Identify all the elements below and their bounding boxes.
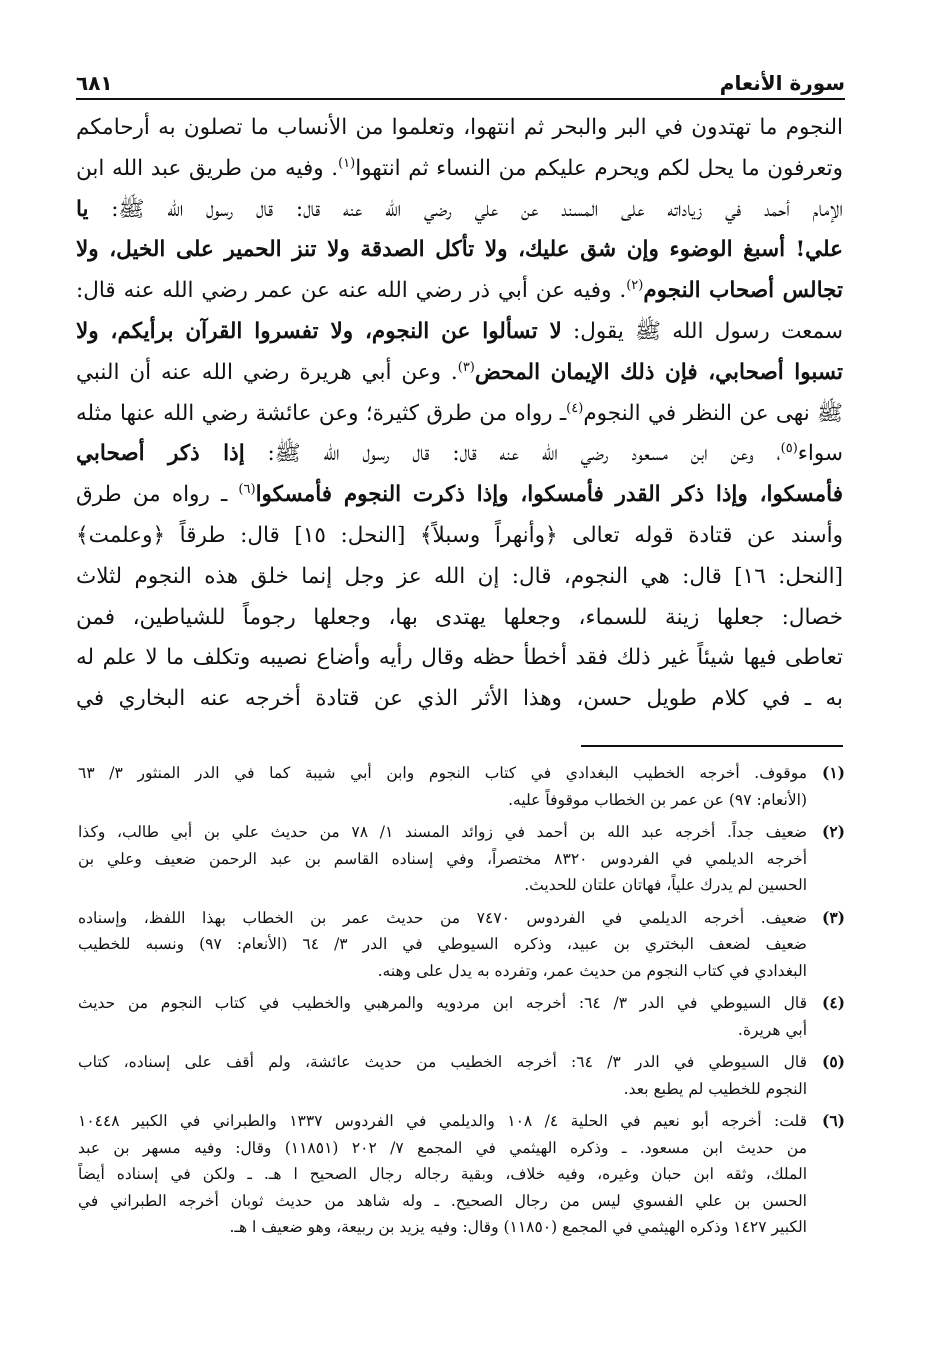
footnote-line: قال السيوطي في الدر ٣/ ٦٤: أخرجه الخطيب من حديث عائشة، ولم أقف على إسناده، كتاب bbox=[78, 1053, 807, 1071]
footnote-ref[interactable]: (٥) bbox=[780, 441, 798, 457]
footnote-ref[interactable]: (١) bbox=[338, 155, 356, 171]
body-line bbox=[76, 679, 843, 720]
surah-title: سورة الأنعام bbox=[719, 71, 845, 95]
footnote-line: (الأنعام: ٩٧) عن عمر بن الخطاب موقوفاً عليه. bbox=[508, 790, 807, 809]
body-line bbox=[76, 108, 843, 149]
footnote-line: من حديث ابن مسعود. ـ وذكره الهيثمي في المجمع ٧/ ٢٠٢ (١١٨٥١) وقال: وفيه مسهر بن عبد bbox=[78, 1138, 807, 1157]
body-line bbox=[76, 434, 843, 475]
body-line bbox=[76, 516, 843, 557]
footnote-text bbox=[78, 1049, 807, 1102]
footnote-line: قلت: أخرجه أبو نعيم في الحلية ٤/ ١٠٨ والديلمي في الفردوس ١٣٣٧ والطبراني في الكبير ١٠٤٤٨ bbox=[78, 1112, 807, 1130]
main-text bbox=[76, 108, 843, 720]
footnote-number: (٦) bbox=[821, 1111, 845, 1130]
footnote-line: ضعيف جداً. أخرجه عبد الله بن أحمد في زوائد المسند ١/ ٧٨ من حديث علي بن أبي طالب، وكذا bbox=[78, 823, 807, 841]
body-text-segment: تعاطى فيها شيئاً غير ذلك فقد أخطأ حظه وقال رأيه وأضاع نصيبه وتكلف ما لا علم له bbox=[76, 645, 843, 671]
footnote-ref[interactable]: (٦) bbox=[238, 482, 256, 498]
body-line bbox=[76, 353, 843, 394]
body-text-segment: الإمام أحمد في زياداته على المسند عن علي رضي الله عنه قال: قال رسول الله ﷺ: bbox=[88, 196, 843, 222]
hadith-text: يا bbox=[76, 196, 89, 222]
body-line bbox=[76, 312, 843, 353]
body-text-segment: النجوم ما تهتدون في البر والبحر ثم انتهوا، وتعلموا من الأنساب ما تصلون به أرحامكم bbox=[76, 115, 843, 140]
footnote-number: (٥) bbox=[821, 1052, 845, 1071]
body-text-segment: ، وعن ابن مسعود رضي الله عنه قال: قال رسول الله ﷺ: bbox=[244, 441, 781, 467]
footnote-line: قال السيوطي في الدر ٣/ ٦٤: أخرجه ابن مردويه والمرهبي والخطيب في كتاب النجوم من حديث bbox=[78, 994, 807, 1012]
footnote-item bbox=[78, 819, 845, 899]
body-line bbox=[76, 149, 843, 190]
footnote-line: الملك، وثقه ابن حبان وغيره، وفيه خلاف، وبقية رجاله رجال الصحيح ا هـ. ـ ولكن في إسناده أيضاً bbox=[78, 1165, 807, 1183]
footnote-number: (٢) bbox=[821, 822, 845, 841]
hadith-text: فأمسكوا، وإذا ذكر القدر فأمسكوا، وإذا ذكرت النجوم فأمسكوا bbox=[255, 482, 843, 508]
body-text-segment: خصال: جعلها زينة للسماء، وجعلها يهتدى بها، وجعلها رجوماً للشياطين، فمن bbox=[76, 604, 843, 630]
body-line bbox=[76, 190, 843, 231]
footnote-line: ضعيف لضعف البختري بن عبيد، وذكره السيوطي في الدر ٣/ ٦٤ (الأنعام: ٩٧) ونسبه للخطيب bbox=[78, 935, 807, 953]
footnote-text bbox=[78, 760, 807, 813]
body-text-segment: وأسند عن قتادة قوله تعالى ﴿وأنهراً وسبلاً﴾ [النحل: ١٥] قال: طرقاً ﴿وعلمت﴾ bbox=[76, 522, 843, 548]
body-line bbox=[76, 271, 843, 312]
footnote-line: الحسين لم يدرك علياً، فهاتان علتان للحديث. bbox=[524, 876, 807, 894]
hadith-text: إذا ذكر أصحابي bbox=[76, 441, 245, 467]
body-line bbox=[76, 638, 843, 679]
body-text-segment: ـ رواه من طرق كثيرة؛ وعن عائشة رضي الله عنها مثله bbox=[76, 400, 567, 426]
footnote-line: الحسن بن علي الفسوي ليس من رجال الصحيح. ـ وله شاهد من حديث ثوبان أخرجه الطبراني في bbox=[78, 1191, 807, 1210]
footnote-line: أبي هريرة. bbox=[737, 1020, 807, 1039]
hadith-text: لا تسألوا عن النجوم، ولا تفسروا القرآن برأيكم، ولا bbox=[76, 318, 562, 344]
footnote-line: ضعيف. أخرجه الديلمي في الفردوس ٧٤٧٠ من حديث عمر بن الخطاب بهذا اللفظ، وإسناده bbox=[78, 908, 807, 927]
footnote-text bbox=[78, 1108, 807, 1241]
footnote-text bbox=[78, 990, 807, 1043]
body-text-segment: ـ رواه من طرق bbox=[76, 482, 239, 508]
footnote-ref[interactable]: (٢) bbox=[626, 278, 644, 294]
footnote-item bbox=[78, 1049, 845, 1102]
hadith-text: تسبوا أصحابي، فإن ذلك الإيمان المحض bbox=[474, 359, 843, 385]
footnote-item bbox=[78, 1108, 845, 1241]
footnote-line: النجوم للخطيب لم يطبع بعد. bbox=[623, 1079, 807, 1098]
body-text-segment: . وفيه عن أبي ذر رضي الله عنه عن عمر رضي الله عنه قال: bbox=[76, 278, 627, 304]
footnote-item bbox=[78, 905, 845, 985]
body-text-segment: . وعن أبي هريرة رضي الله عنه أن النبي bbox=[76, 359, 458, 385]
body-text-segment: به ـ في كلام طويل حسن، وهذا الأثر الذي عن قتادة أخرجه عنه البخاري في bbox=[76, 686, 843, 712]
hadith-text: تجالس أصحاب النجوم bbox=[643, 278, 843, 304]
body-text-segment: . وفيه من طريق عبد الله ابن bbox=[76, 155, 339, 181]
footnote-number: (١) bbox=[821, 763, 845, 782]
body-text-segment: [النحل: ١٦] قال: هي النجوم، قال: إن الله عز وجل إنما خلق هذه النجوم لثلاث bbox=[76, 563, 843, 589]
body-text-segment: ﷺ نهى عن النظر في النجوم bbox=[583, 400, 843, 426]
footnote-ref[interactable]: (٤) bbox=[566, 400, 584, 416]
body-text-segment: سمعت رسول الله ﷺ يقول: bbox=[561, 318, 843, 344]
body-line bbox=[76, 394, 843, 435]
footnote-number: (٤) bbox=[821, 993, 845, 1012]
running-header bbox=[76, 58, 845, 98]
footnote-ref[interactable]: (٣) bbox=[457, 359, 475, 375]
footnote-item bbox=[78, 760, 845, 813]
body-line bbox=[76, 598, 843, 639]
footnote-number: (٣) bbox=[821, 907, 845, 927]
footnote-line: أخرجه الديلمي في الفردوس ٨٣٢٠ مختصراً، وفي إسناده القاسم بن عبد الرحمن ضعيف وعلي بن bbox=[78, 849, 807, 868]
body-text-segment: وتعرفون ما يحل لكم ويحرم عليكم من النساء ثم انتهوا bbox=[355, 155, 843, 181]
footnote-item bbox=[78, 990, 845, 1043]
footnote-separator bbox=[581, 745, 843, 747]
body-line bbox=[76, 230, 843, 271]
body-text-segment: سواء bbox=[797, 441, 843, 467]
footnote-line: موقوف. أخرجه الخطيب البغدادي في كتاب النجوم وابن أبي شيبة كما في الدر المنثور ٣/ ٦٣ bbox=[78, 764, 807, 782]
body-line bbox=[76, 475, 843, 516]
footnote-line: الكبير ١٤٢٧ وذكره الهيثمي في المجمع (١١٨٥٠) وقال: وفيه يزيد بن ربيعة، وهو ضعيف ا هـ. bbox=[229, 1218, 807, 1236]
footnote-text bbox=[78, 819, 807, 899]
footnote-line: البغدادي في كتاب النجوم من حديث عمر، وتفرده به يدل على وهنه. bbox=[377, 961, 807, 980]
footnotes bbox=[78, 760, 845, 1247]
hadith-text: علي! أسبغ الوضوء وإن شق عليك، ولا تأكل الصدقة ولا تنز الحمير على الخيل، ولا bbox=[76, 237, 843, 263]
body-line bbox=[76, 557, 843, 598]
footnote-text bbox=[78, 905, 807, 985]
page-number: ٦٨١ bbox=[76, 71, 113, 95]
header-rule bbox=[76, 98, 845, 100]
